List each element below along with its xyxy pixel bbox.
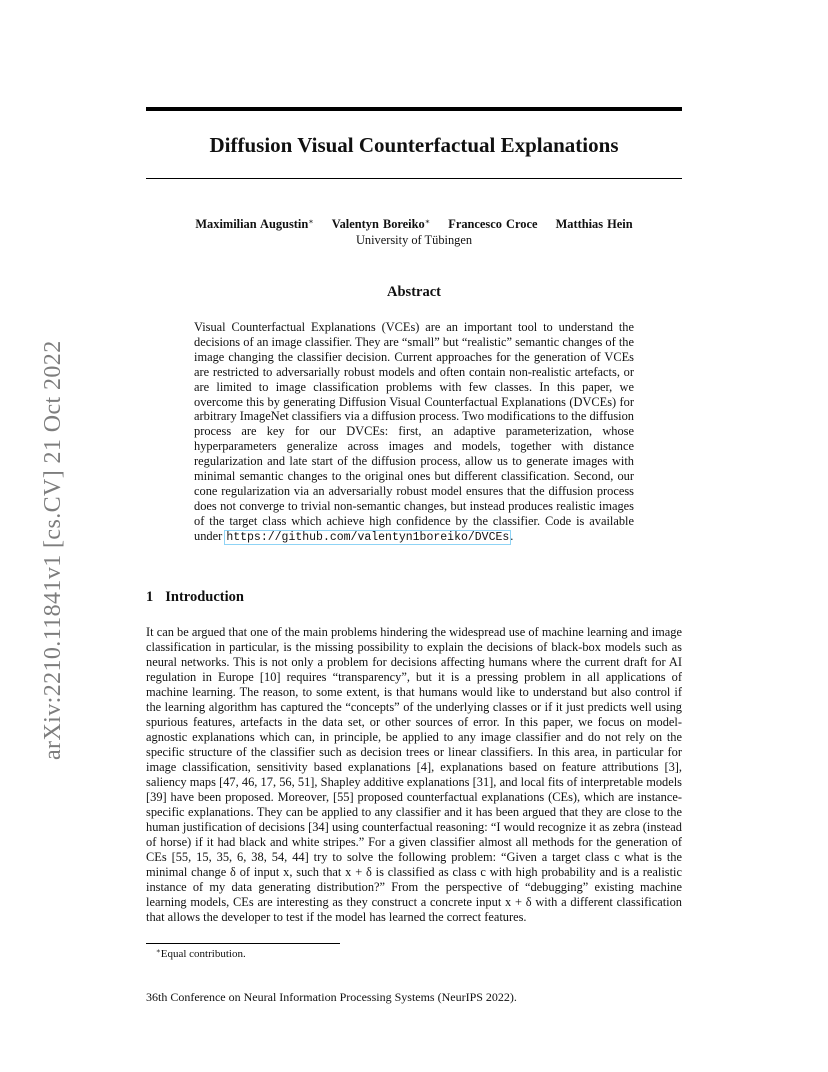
abstract-heading: Abstract	[387, 284, 441, 300]
affiliation: University of Tübingen	[355, 233, 473, 247]
author: Matthias Hein	[555, 217, 633, 231]
author: Valentyn Boreiko∗	[331, 217, 431, 231]
title-bottom-rule	[146, 178, 682, 179]
footnote-text: Equal contribution.	[160, 948, 246, 960]
author-list	[146, 216, 682, 232]
abstract-body	[194, 320, 634, 546]
abstract-period: .	[510, 528, 514, 543]
author-block	[146, 216, 682, 248]
title-top-rule	[146, 107, 682, 111]
section-title: Introduction	[165, 589, 244, 605]
section-number: 1	[146, 589, 154, 605]
abstract-text: Visual Counterfactual Explanations (VCEs) are an important tool to understand the decisions of an image classifier. They are “small” but “realistic” semantic changes of the image changing the classifier decision. Current approaches for the generation of VCEs are restricted to adversarially robust models and often contain non-realistic artefacts, or are limited to image classification problems with few classes. In this paper, we overcome this by generating Diffusion Visual Counterfactual Explanations (DVCEs) for arbitrary ImageNet classifiers via a diffusion process. Two modifications to the diffusion process are key for our DVCEs: first, an adaptive parameterization, whose hyperparameters generalize across images and models, together with distance regularization and late start of the diffusion process, allow us to generate images with minimal semantic changes to the original ones but different classification. Second, our cone regularization via an adversarially robust model ensures that the diffusion process does not converge to trivial non-semantic changes, but instead produces realistic images of the target class which achieve high confidence by the classifier. Code is available under	[194, 320, 634, 543]
paper-title: Diffusion Visual Counterfactual Explanations	[209, 133, 619, 157]
arxiv-stamp: arXiv:2210.11841v1 [cs.CV] 21 Oct 2022	[40, 340, 66, 760]
footnote-mark: ∗	[156, 947, 161, 955]
footnote-rule	[146, 943, 340, 944]
footnote	[156, 948, 246, 960]
introduction-text: It can be argued that one of the main problems hindering the widespread use of machine learning and image classification in particular, is the missing possibility to explain the decisions of black-box models such as neural networks. This is not only a problem for decisions affecting humans where the current draft for AI regulation in Europe [10] requires “transparency”, but it is a pressing problem in all applications of machine learning. The reason, to some extent, is that humans would like to understand but also control if the learning algorithm has captured the “concepts” of the underlying classes or if it just predicts well using spurious features, artefacts in the data set, or other sources of error. In this paper, we focus on model-agnostic explanations which can, in principle, be applied to any image classifier and do not rely on the specific structure of the classifier such as decision trees or linear classifiers. In this area, in particular for image classification, sensitivity based explanations [4], explanations based on feature attributions [3], saliency maps [47, 46, 17, 56, 51], Shapley additive explanations [31], and local fits of interpretable models [39] have been proposed. Moreover, [55] proposed counterfactual explanations (CEs), which are instance-specific explanations. They can be applied to any classifier and it has been argued that they are close to the human justification of decisions [34] using counterfactual reasoning: “I would recognize it as zebra (instead of horse) if it had black and white stripes.” For a given classifier almost all methods for the generation of CEs [55, 15, 35, 6, 38, 54, 44] try to solve the following problem: “Given a target class c what is the minimal change δ of input x, such that x + δ is classified as class c with high probability and is a realistic instance of my data generating distribution?” From the perspective of “debugging” existing machine learning models, CEs are interesting as they construct a concrete input x + δ with a different classification that allows the developer to test if the model has learned the correct features.	[146, 625, 682, 924]
code-link[interactable]: https://github.com/valentyn1boreiko/DVCEs	[226, 530, 510, 544]
section-heading	[146, 589, 244, 606]
author: Francesco Croce	[448, 217, 538, 231]
author: Maximilian Augustin∗	[195, 217, 314, 231]
conference-note: 36th Conference on Neural Information Processing Systems (NeurIPS 2022).	[146, 990, 517, 1004]
